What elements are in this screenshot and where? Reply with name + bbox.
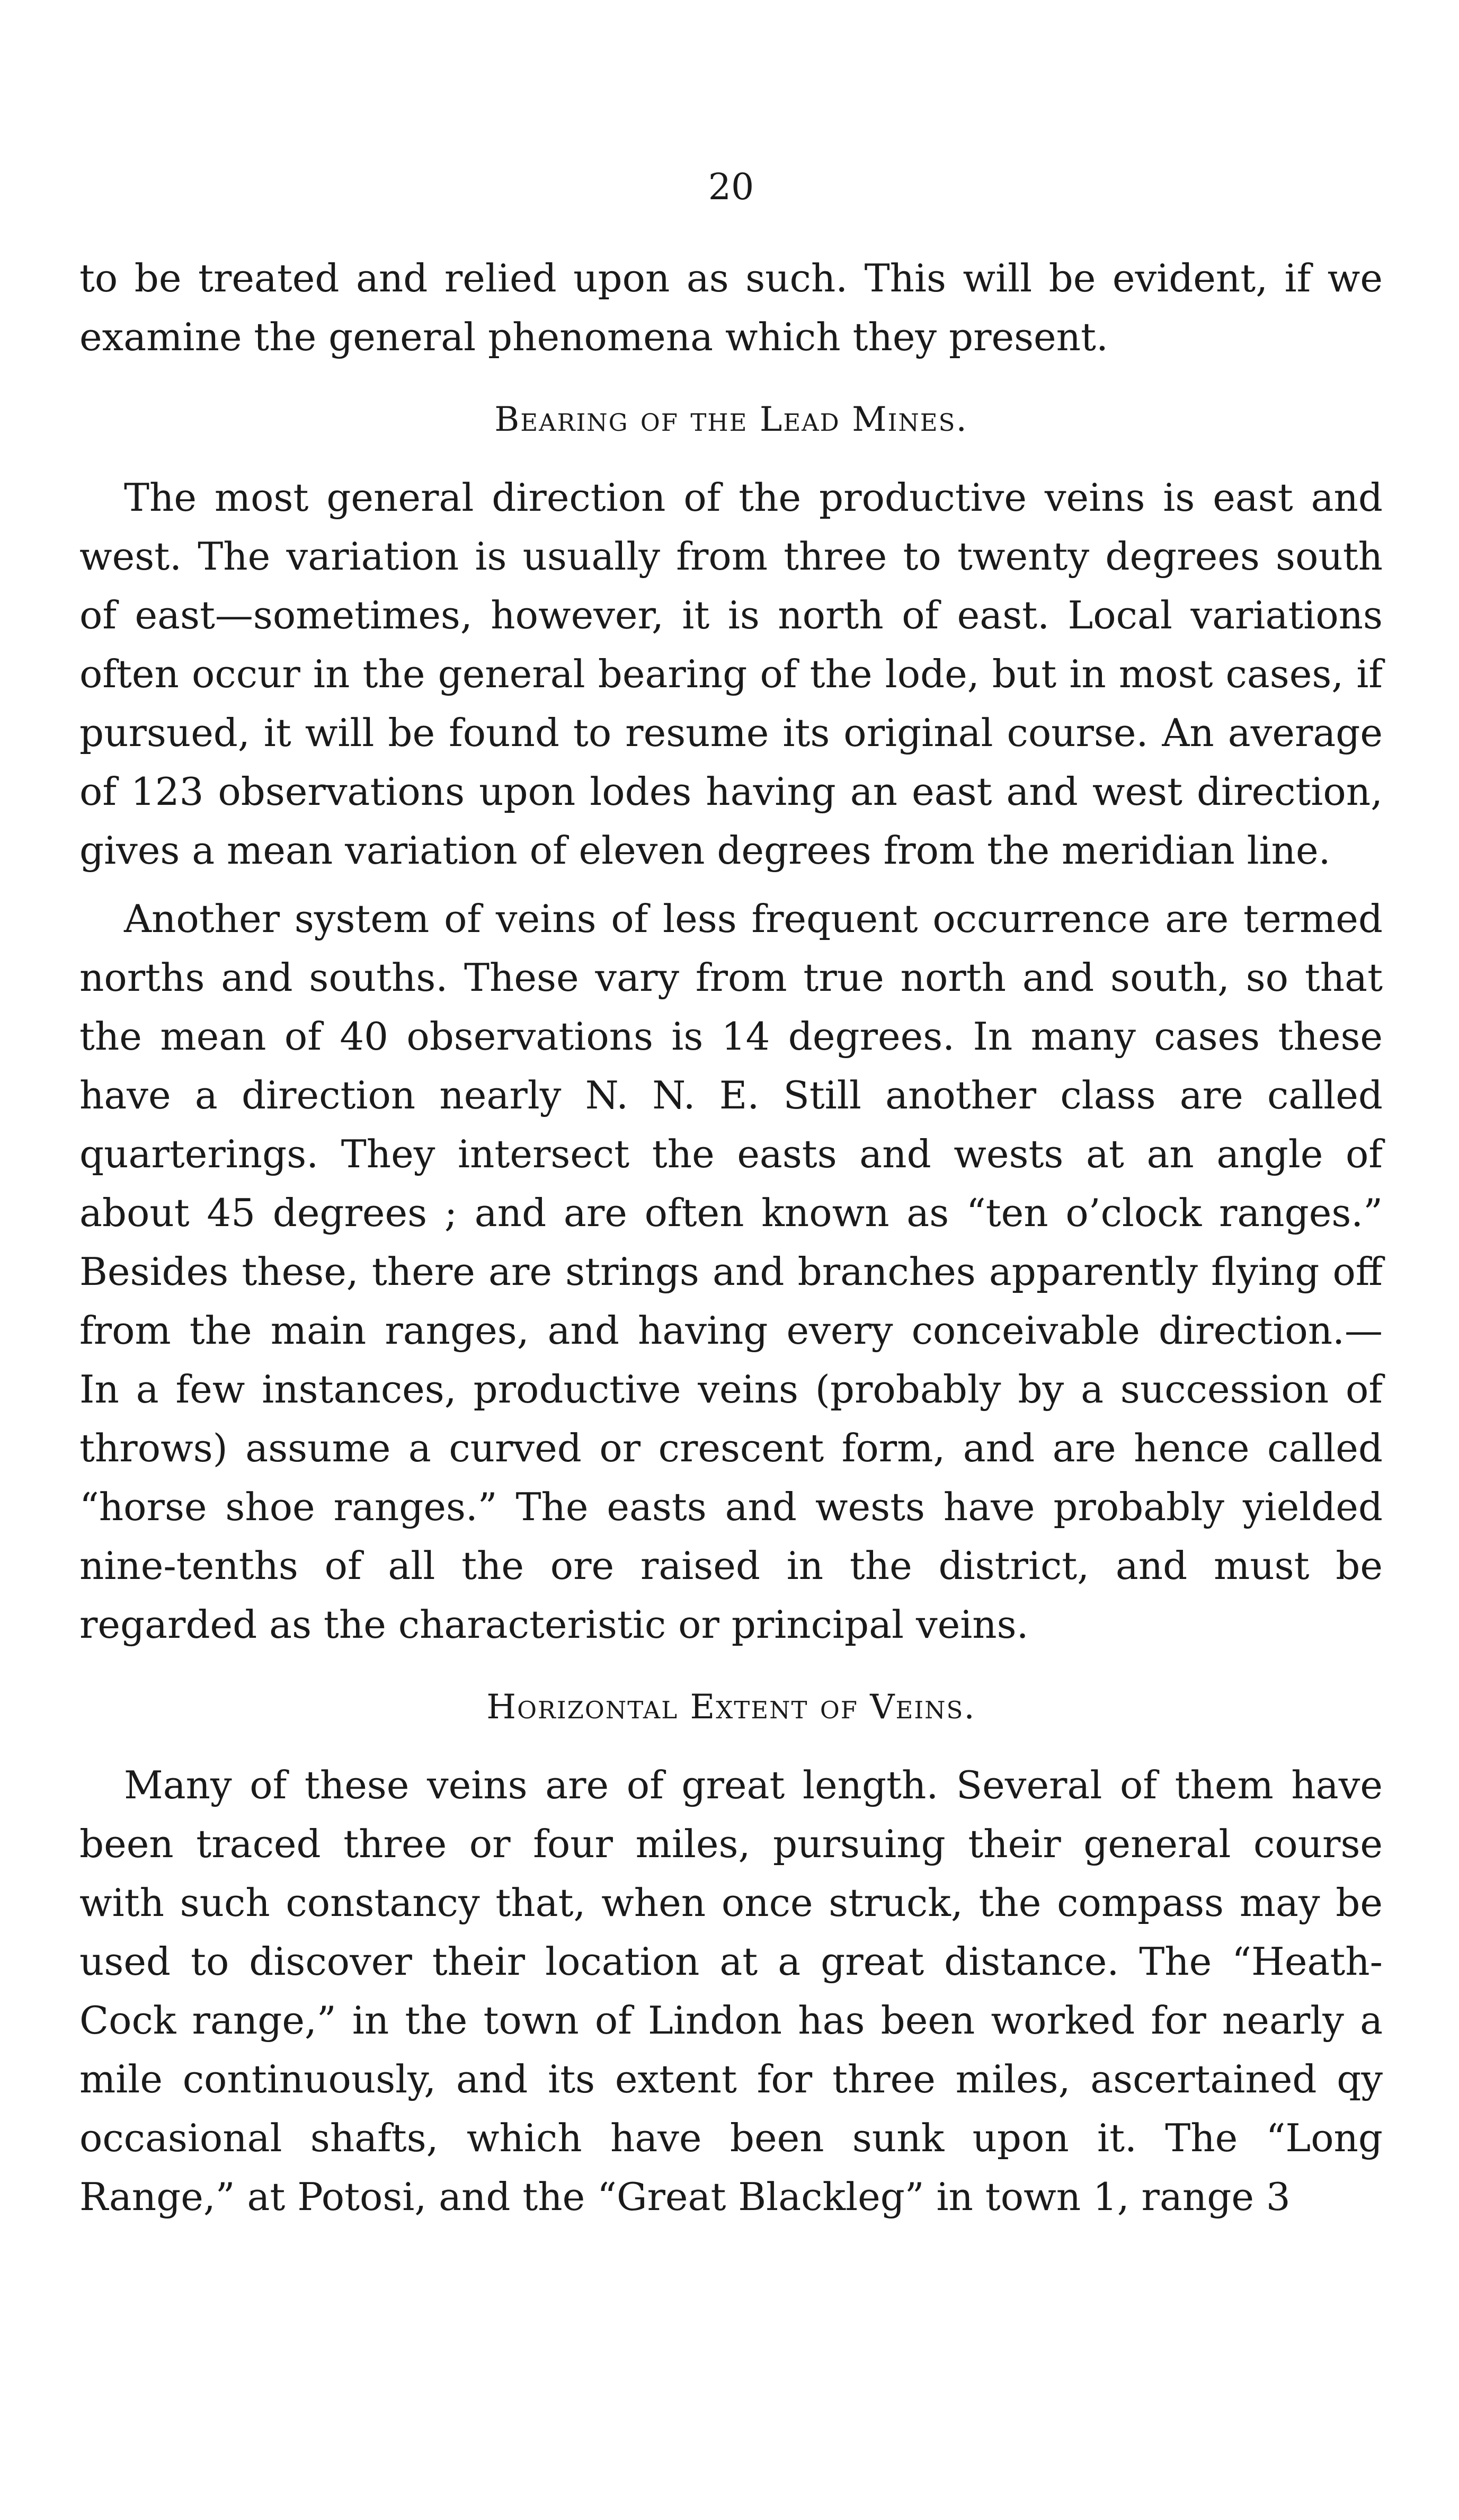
section-heading-bearing: Bearing of the Lead Mines. [494,400,968,439]
section-heading-horizontal-extent: Horizontal Extent of Veins. [486,1688,976,1727]
intro-paragraph: to be treated and relied upon as such. This will be evident, if we examine the general phenomena which they present. [79,256,1383,359]
paragraph-horizontal-extent: Many of these veins are of great length. Several of them have been traced three or four miles, pursuing their general course with such constancy that, when once struck, the compass may be used to discover their location at a great distance. The “Heath-Cock range,” in the town of Lindon has been worked for nearly a mile continuously, and its extent for three miles, ascertained qy occasional shafts, which have been sunk upon it. The “Long Range,” at Potosi, and the “Great Blackleg” in town 1, range 3 [79,1763,1383,2219]
document-page [79,0,1383,2520]
paragraph-bearing-direction: The most general direction of the productive veins is east and west. The variation is usually from three to twenty degrees south of east—sometimes, however, it is north of east. Local variations often occur in the general bearing of the lode, but in most cases, if pursued, it will be found to resume its original course. An average of 123 observations upon lodes having an east and west direction, gives a mean variation of eleven degrees from the meridian line. [79,475,1383,873]
page-body [79,249,1383,2226]
paragraph-norths-and-souths: Another system of veins of less frequent occurrence are termed norths and souths. These vary from true north and south, so that the mean of 40 observations is 14 degrees. In many cases these have a direction nearly N. N. E. Still another class are called quarterings. They intersect the easts and wests at an angle of about 45 degrees ; and are often known as “ten o’clock ranges.” Besides these, there are strings and branches apparently flying off from the main ranges, and having every conceivable direction.— In a few instances, productive veins (probably by a succession of throws) assume a curved or crescent form, and are hence called “horse shoe ranges.” The easts and wests have probably yielded nine-tenths of all the ore raised in the district, and must be regarded as the characteristic or principal veins. [79,897,1383,1647]
page-number: 20 [708,166,754,208]
